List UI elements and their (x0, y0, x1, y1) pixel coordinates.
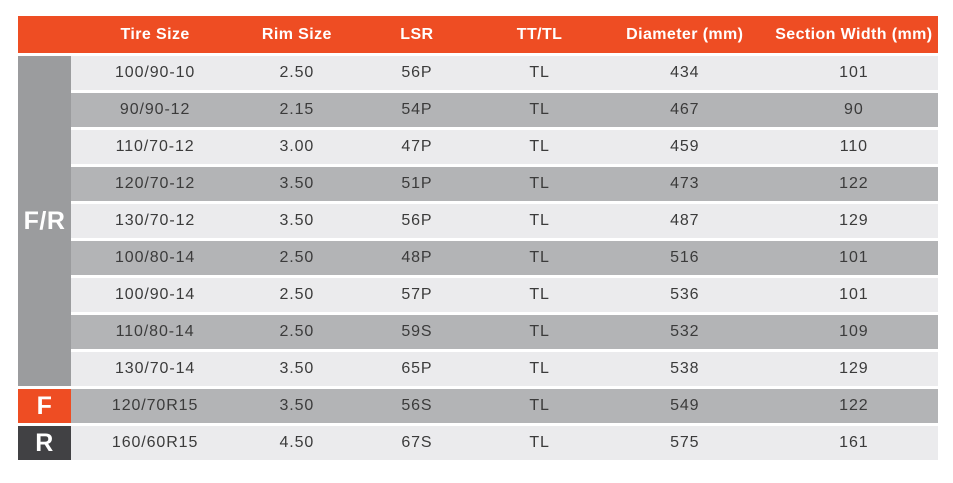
cell-tt-tl: TL (529, 138, 550, 155)
cell-section-width-mm: 129 (839, 212, 869, 229)
column-header-section-width-mm: Section Width (mm) (775, 25, 933, 43)
cell-tt-tl: TL (529, 397, 550, 414)
table-row (71, 56, 938, 90)
cell-tire-size: 100/90-14 (115, 286, 196, 303)
cell-diameter-mm: 467 (670, 101, 700, 118)
cell-tire-size: 110/70-12 (115, 138, 195, 155)
table-row (71, 389, 938, 423)
table-header-row (18, 16, 938, 53)
cell-diameter-mm: 538 (670, 360, 700, 377)
cell-lsr: 56S (401, 397, 433, 414)
cell-tire-size: 120/70-12 (115, 175, 196, 192)
cell-lsr: 54P (401, 101, 433, 118)
cell-section-width-mm: 109 (839, 323, 869, 340)
cell-section-width-mm: 161 (839, 434, 869, 451)
cell-tt-tl: TL (529, 323, 550, 340)
cell-tire-size: 160/60R15 (111, 434, 199, 451)
cell-rim-size: 2.50 (279, 249, 315, 266)
cell-tire-size: 120/70R15 (111, 397, 199, 414)
cell-rim-size: 2.15 (279, 101, 315, 118)
cell-section-width-mm: 90 (844, 101, 864, 118)
cell-lsr: 65P (401, 360, 433, 377)
cell-rim-size: 2.50 (279, 323, 315, 340)
cell-section-width-mm: 122 (839, 175, 869, 192)
column-header-diameter-mm: Diameter (mm) (626, 25, 744, 43)
cell-lsr: 47P (401, 138, 433, 155)
cell-tt-tl: TL (529, 64, 550, 81)
cell-lsr: 57P (401, 286, 433, 303)
cell-diameter-mm: 516 (670, 249, 700, 266)
cell-rim-size: 3.50 (279, 212, 315, 229)
cell-lsr: 67S (401, 434, 433, 451)
cell-tire-size: 100/90-10 (115, 64, 196, 81)
table-body (18, 56, 938, 460)
cell-lsr: 48P (401, 249, 433, 266)
cell-tire-size: 130/70-12 (115, 212, 196, 229)
cell-tt-tl: TL (529, 249, 550, 266)
column-header-rim-size: Rim Size (261, 25, 332, 43)
cell-rim-size: 3.50 (279, 360, 315, 377)
cell-rim-size: 2.50 (279, 64, 315, 81)
row-group-label-f-r: F/R (18, 56, 71, 386)
cell-tt-tl: TL (529, 101, 550, 118)
cell-section-width-mm: 129 (839, 360, 869, 377)
cell-diameter-mm: 459 (670, 138, 700, 155)
cell-lsr: 51P (401, 175, 433, 192)
cell-tire-size: 90/90-12 (119, 101, 191, 118)
cell-tire-size: 130/70-14 (115, 360, 196, 377)
table-rows (71, 56, 938, 460)
column-header-tt-tl: TT/TL (516, 25, 563, 43)
table-row (71, 315, 938, 349)
cell-lsr: 59S (401, 323, 433, 340)
cell-section-width-mm: 122 (839, 397, 869, 414)
table-row (71, 93, 938, 127)
cell-tire-size: 100/80-14 (115, 249, 196, 266)
header-corner-spacer (18, 16, 71, 53)
table-row (71, 426, 938, 460)
cell-diameter-mm: 434 (670, 64, 700, 81)
column-header-lsr: LSR (400, 25, 434, 43)
cell-rim-size: 2.50 (279, 286, 315, 303)
cell-tt-tl: TL (529, 175, 550, 192)
cell-tire-size: 110/80-14 (115, 323, 195, 340)
cell-diameter-mm: 487 (670, 212, 700, 229)
cell-tt-tl: TL (529, 286, 550, 303)
cell-rim-size: 3.50 (279, 175, 315, 192)
cell-section-width-mm: 101 (839, 64, 869, 81)
table-row (71, 278, 938, 312)
cell-rim-size: 4.50 (279, 434, 315, 451)
cell-tt-tl: TL (529, 212, 550, 229)
table-row (71, 241, 938, 275)
cell-diameter-mm: 473 (670, 175, 700, 192)
cell-lsr: 56P (401, 212, 433, 229)
tire-spec-table (18, 16, 938, 460)
cell-tt-tl: TL (529, 360, 550, 377)
table-row (71, 204, 938, 238)
cell-tt-tl: TL (529, 434, 550, 451)
cell-section-width-mm: 101 (839, 286, 869, 303)
cell-diameter-mm: 532 (670, 323, 700, 340)
row-group-labels (18, 56, 71, 460)
row-group-label-f: F (18, 389, 71, 423)
cell-rim-size: 3.50 (279, 397, 315, 414)
table-row (71, 167, 938, 201)
cell-section-width-mm: 101 (839, 249, 869, 266)
row-group-label-r: R (18, 426, 71, 460)
table-row (71, 352, 938, 386)
header-cells (71, 16, 938, 53)
cell-diameter-mm: 549 (670, 397, 700, 414)
cell-diameter-mm: 575 (670, 434, 700, 451)
table-row (71, 130, 938, 164)
cell-section-width-mm: 110 (839, 138, 868, 155)
cell-rim-size: 3.00 (279, 138, 315, 155)
cell-diameter-mm: 536 (670, 286, 700, 303)
column-header-tire-size: Tire Size (120, 25, 190, 43)
cell-lsr: 56P (401, 64, 433, 81)
